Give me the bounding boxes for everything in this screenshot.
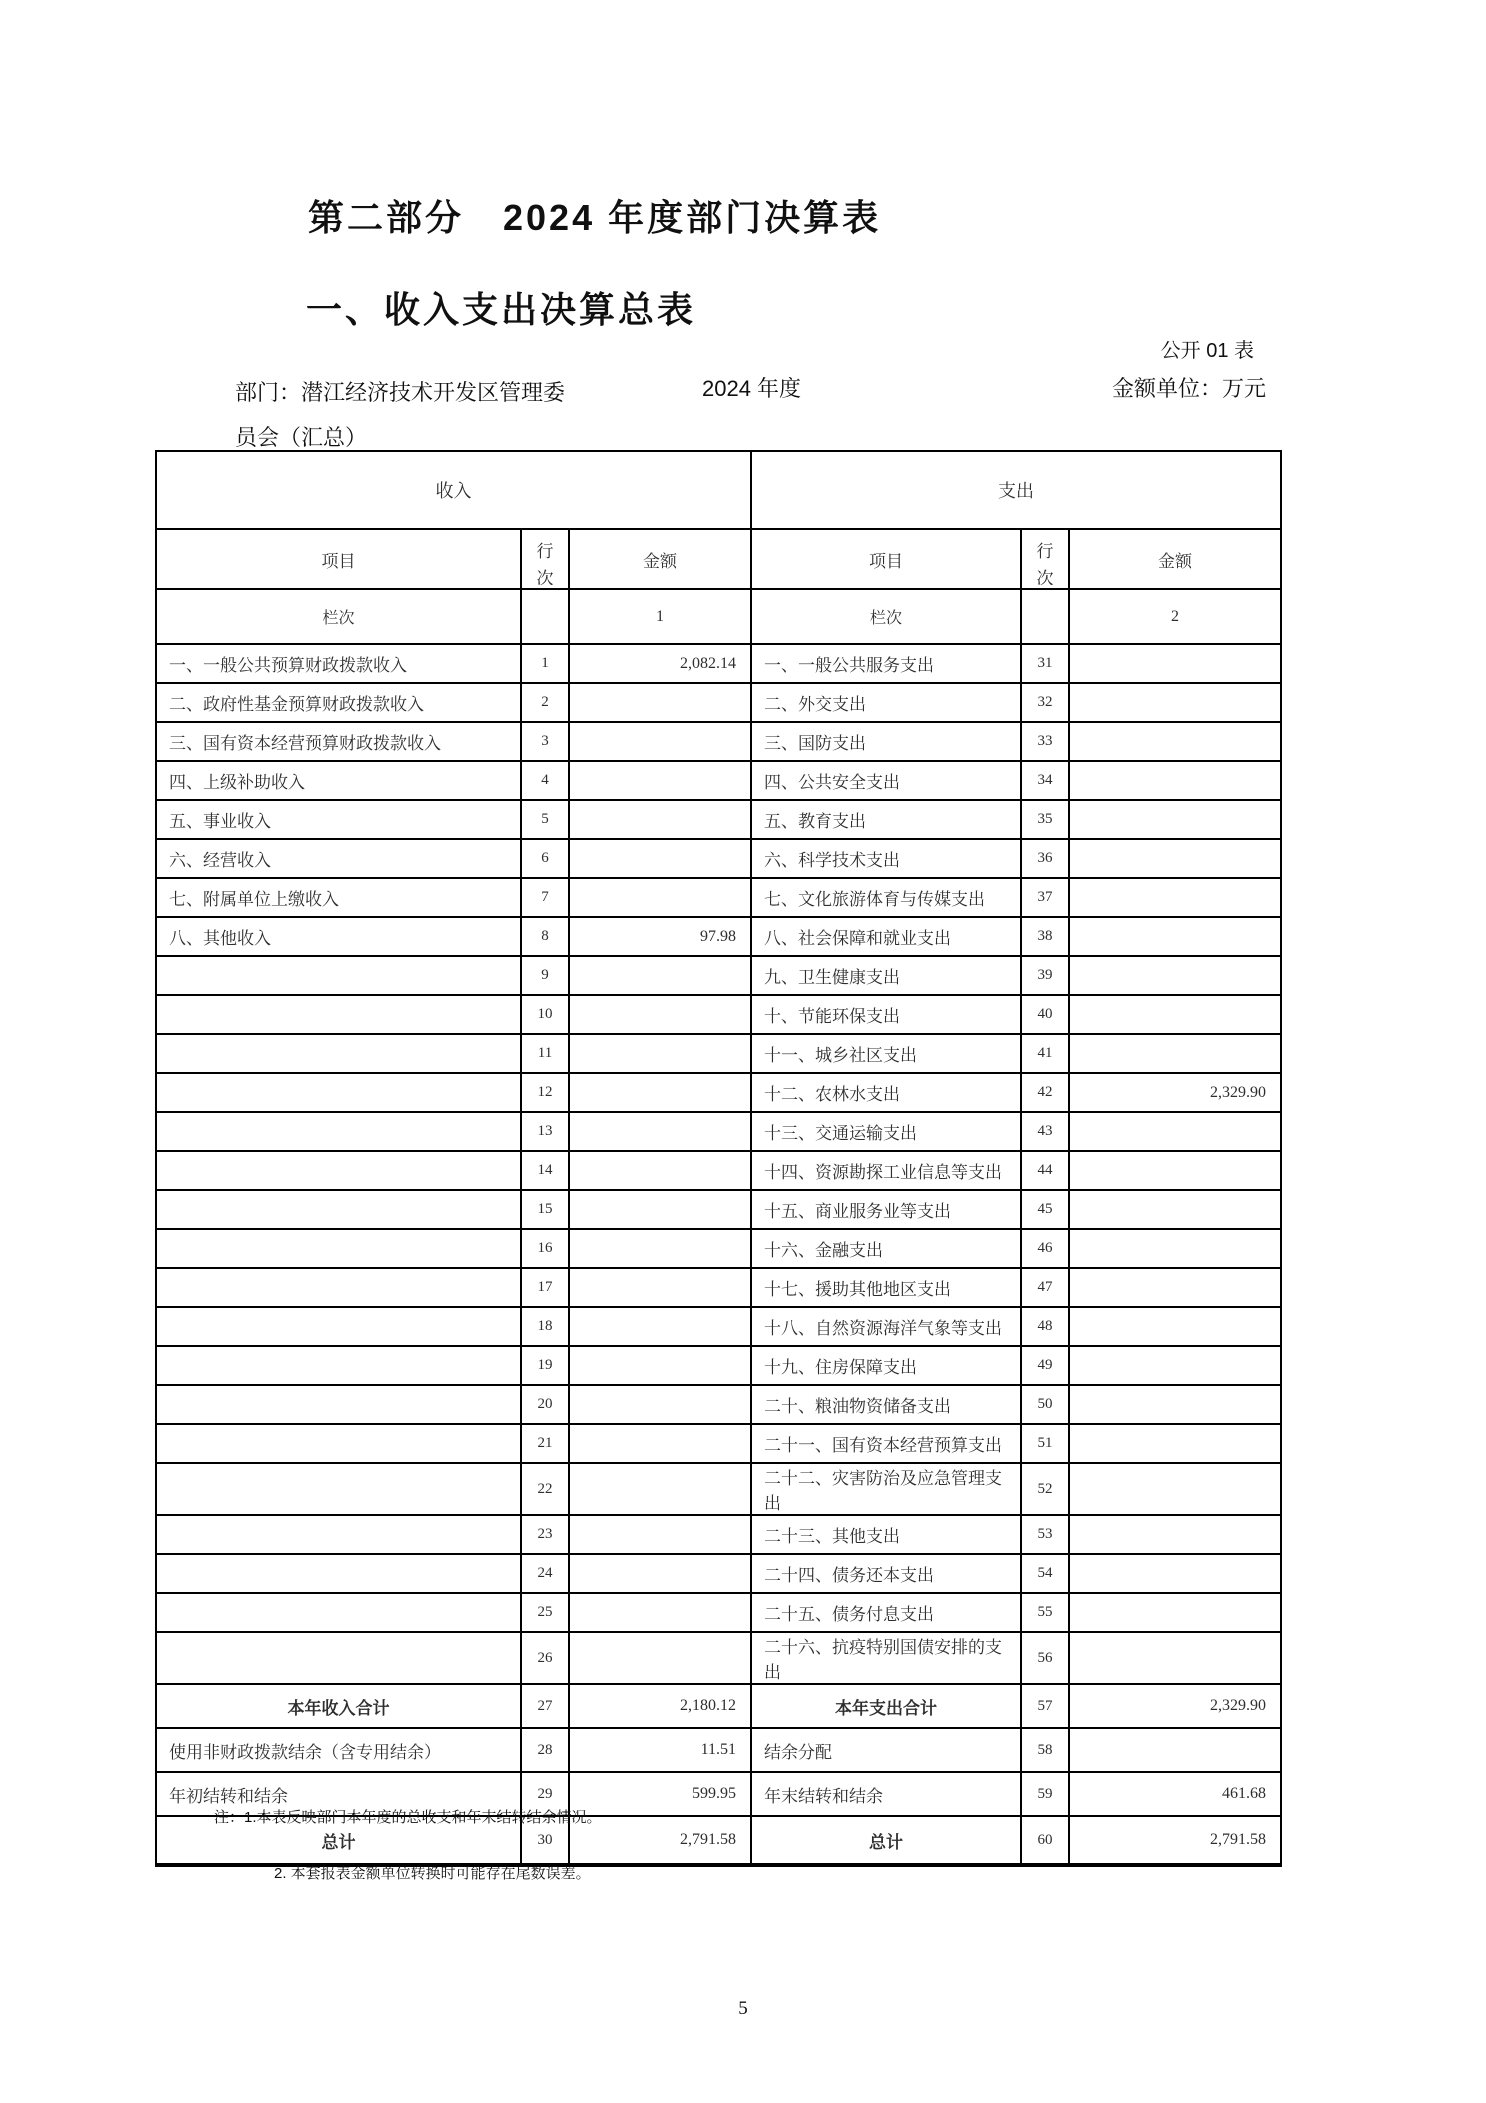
revenue-row-number: 12 xyxy=(521,1073,569,1112)
revenue-row-number: 3 xyxy=(521,722,569,761)
table-row xyxy=(156,1684,1281,1728)
expenditure-item: 十七、援助其他地区支出 xyxy=(751,1268,1021,1307)
expenditure-row-number: 45 xyxy=(1021,1190,1069,1229)
revenue-row-number: 11 xyxy=(521,1034,569,1073)
public-table-number: 公开 01 表 xyxy=(1160,340,1254,362)
revenue-item: 七、附属单位上缴收入 xyxy=(156,878,521,917)
revenue-row-number: 8 xyxy=(521,917,569,956)
expenditure-row-number: 39 xyxy=(1021,956,1069,995)
table-row xyxy=(156,1385,1281,1424)
revenue-amount: 2,082.14 xyxy=(569,644,751,683)
revenue-amount xyxy=(569,1190,751,1229)
expenditure-item: 结余分配 xyxy=(751,1728,1021,1772)
revenue-row-number: 30 xyxy=(521,1816,569,1865)
table-row xyxy=(156,1593,1281,1632)
expenditure-row-number: 40 xyxy=(1021,995,1069,1034)
expenditure-amount-column-header: 金额 xyxy=(1069,529,1281,589)
table-row xyxy=(156,1268,1281,1307)
expenditure-item: 二十四、债务还本支出 xyxy=(751,1554,1021,1593)
expenditure-amount xyxy=(1069,1463,1281,1515)
table-row xyxy=(156,1151,1281,1190)
expenditure-row-number: 31 xyxy=(1021,644,1069,683)
revenue-amount xyxy=(569,1385,751,1424)
expenditure-item: 十六、金融支出 xyxy=(751,1229,1021,1268)
empty-cell xyxy=(521,589,569,644)
expenditure-amount xyxy=(1069,1307,1281,1346)
revenue-item: 四、上级补助收入 xyxy=(156,761,521,800)
expenditure-row-number: 58 xyxy=(1021,1728,1069,1772)
expenditure-item: 十、节能环保支出 xyxy=(751,995,1021,1034)
revenue-amount xyxy=(569,1112,751,1151)
revenue-item xyxy=(156,1593,521,1632)
expenditure-amount xyxy=(1069,1190,1281,1229)
expenditure-row-number: 56 xyxy=(1021,1632,1069,1684)
expenditure-row-number: 52 xyxy=(1021,1463,1069,1515)
revenue-row-number: 9 xyxy=(521,956,569,995)
note-line-1: 注：1.本表反映部门本年度的总收支和年末结转结余情况。 xyxy=(214,1809,602,1826)
expenditure-amount xyxy=(1069,1632,1281,1684)
expenditure-item: 二十二、灾害防治及应急管理支出 xyxy=(751,1463,1021,1515)
expenditure-row-number: 48 xyxy=(1021,1307,1069,1346)
expenditure-item: 年末结转和结余 xyxy=(751,1772,1021,1816)
expenditure-row-number: 44 xyxy=(1021,1151,1069,1190)
revenue-amount xyxy=(569,839,751,878)
department-line2: 员会（汇总） xyxy=(235,425,368,450)
revenue-row-number: 16 xyxy=(521,1229,569,1268)
revenue-item xyxy=(156,995,521,1034)
expenditure-amount xyxy=(1069,878,1281,917)
table-row xyxy=(156,1424,1281,1463)
rowno-header-char-top: 行 xyxy=(536,542,554,561)
expenditure-row-number: 51 xyxy=(1021,1424,1069,1463)
note-line-2: 2. 本套报表金额单位转换时可能存在尾数误差。 xyxy=(274,1865,591,1882)
fiscal-year-label: 2024 年度 xyxy=(702,376,802,401)
revenue-amount xyxy=(569,1593,751,1632)
expenditure-amount: 461.68 xyxy=(1069,1772,1281,1816)
revenue-amount: 2,180.12 xyxy=(569,1684,751,1728)
expenditure-item: 三、国防支出 xyxy=(751,722,1021,761)
group-header-row xyxy=(156,451,1281,529)
revenue-item xyxy=(156,1385,521,1424)
revenue-row-number: 26 xyxy=(521,1632,569,1684)
table-row xyxy=(156,995,1281,1034)
table-row xyxy=(156,1073,1281,1112)
revenue-amount xyxy=(569,1632,751,1684)
revenue-amount: 599.95 xyxy=(569,1772,751,1816)
revenue-amount xyxy=(569,1034,751,1073)
revenue-amount xyxy=(569,683,751,722)
revenue-amount xyxy=(569,956,751,995)
revenue-group-header: 收入 xyxy=(156,451,751,529)
expenditure-row-number: 38 xyxy=(1021,917,1069,956)
revenue-column-index: 1 xyxy=(569,589,751,644)
expenditure-lanci-label: 栏次 xyxy=(751,589,1021,644)
revenue-amount xyxy=(569,761,751,800)
expenditure-item: 九、卫生健康支出 xyxy=(751,956,1021,995)
revenue-row-number: 17 xyxy=(521,1268,569,1307)
revenue-amount xyxy=(569,800,751,839)
expenditure-amount xyxy=(1069,722,1281,761)
part-title: 第二部分 2024 年度部门决算表 xyxy=(308,197,882,238)
revenue-amount xyxy=(569,1229,751,1268)
expenditure-item-column-header: 项目 xyxy=(751,529,1021,589)
revenue-item: 二、政府性基金预算财政拨款收入 xyxy=(156,683,521,722)
expenditure-row-number: 55 xyxy=(1021,1593,1069,1632)
revenue-amount: 97.98 xyxy=(569,917,751,956)
expenditure-row-number: 54 xyxy=(1021,1554,1069,1593)
revenue-item xyxy=(156,956,521,995)
revenue-row-number: 28 xyxy=(521,1728,569,1772)
revenue-item: 八、其他收入 xyxy=(156,917,521,956)
revenue-amount xyxy=(569,1268,751,1307)
expenditure-rowno-column-header xyxy=(1021,529,1069,589)
expenditure-group-header: 支出 xyxy=(751,451,1281,529)
page-number: 5 xyxy=(738,1998,748,2019)
revenue-item xyxy=(156,1554,521,1593)
revenue-row-number: 21 xyxy=(521,1424,569,1463)
section-title: 一、收入支出决算总表 xyxy=(306,289,697,330)
expenditure-item: 六、科学技术支出 xyxy=(751,839,1021,878)
revenue-item xyxy=(156,1632,521,1684)
revenue-item xyxy=(156,1268,521,1307)
revenue-item xyxy=(156,1515,521,1554)
expenditure-row-number: 42 xyxy=(1021,1073,1069,1112)
revenue-item: 本年收入合计 xyxy=(156,1684,521,1728)
revenue-row-number: 23 xyxy=(521,1515,569,1554)
rowno-header-char-bottom: 次 xyxy=(536,569,554,585)
expenditure-item: 十八、自然资源海洋气象等支出 xyxy=(751,1307,1021,1346)
revenue-item xyxy=(156,1034,521,1073)
revenue-row-number: 29 xyxy=(521,1772,569,1816)
expenditure-item: 总计 xyxy=(751,1816,1021,1865)
expenditure-item: 七、文化旅游体育与传媒支出 xyxy=(751,878,1021,917)
table-row xyxy=(156,800,1281,839)
revenue-row-number: 5 xyxy=(521,800,569,839)
revenue-lanci-label: 栏次 xyxy=(156,589,521,644)
expenditure-amount: 2,329.90 xyxy=(1069,1073,1281,1112)
expenditure-amount xyxy=(1069,956,1281,995)
expenditure-row-number: 37 xyxy=(1021,878,1069,917)
expenditure-row-number: 34 xyxy=(1021,761,1069,800)
expenditure-amount xyxy=(1069,1346,1281,1385)
revenue-row-number: 2 xyxy=(521,683,569,722)
expenditure-row-number: 47 xyxy=(1021,1268,1069,1307)
table-row xyxy=(156,683,1281,722)
expenditure-amount xyxy=(1069,1229,1281,1268)
expenditure-column-index: 2 xyxy=(1069,589,1281,644)
table-row xyxy=(156,917,1281,956)
expenditure-amount xyxy=(1069,1385,1281,1424)
table-row xyxy=(156,722,1281,761)
expenditure-item: 十五、商业服务业等支出 xyxy=(751,1190,1021,1229)
expenditure-amount xyxy=(1069,1424,1281,1463)
expenditure-amount xyxy=(1069,644,1281,683)
table-row xyxy=(156,1554,1281,1593)
table-row xyxy=(156,1728,1281,1772)
revenue-row-number: 18 xyxy=(521,1307,569,1346)
rowno-header-char-bottom: 次 xyxy=(1036,569,1054,585)
revenue-row-number: 19 xyxy=(521,1346,569,1385)
column-header-row xyxy=(156,529,1281,589)
expenditure-row-number: 57 xyxy=(1021,1684,1069,1728)
expenditure-row-number: 60 xyxy=(1021,1816,1069,1865)
revenue-row-number: 27 xyxy=(521,1684,569,1728)
expenditure-item: 本年支出合计 xyxy=(751,1684,1021,1728)
expenditure-row-number: 41 xyxy=(1021,1034,1069,1073)
column-index-row xyxy=(156,589,1281,644)
expenditure-row-number: 59 xyxy=(1021,1772,1069,1816)
rowno-header-text xyxy=(523,533,567,585)
revenue-item xyxy=(156,1424,521,1463)
expenditure-amount xyxy=(1069,1593,1281,1632)
revenue-expenditure-summary-table xyxy=(155,450,1282,1867)
revenue-row-number: 13 xyxy=(521,1112,569,1151)
table-row xyxy=(156,1346,1281,1385)
table-body xyxy=(156,644,1281,1865)
expenditure-item: 十二、农林水支出 xyxy=(751,1073,1021,1112)
revenue-amount xyxy=(569,1424,751,1463)
revenue-item xyxy=(156,1151,521,1190)
empty-cell xyxy=(1021,589,1069,644)
expenditure-amount xyxy=(1069,761,1281,800)
revenue-row-number: 25 xyxy=(521,1593,569,1632)
expenditure-amount xyxy=(1069,1034,1281,1073)
expenditure-item: 五、教育支出 xyxy=(751,800,1021,839)
revenue-row-number: 6 xyxy=(521,839,569,878)
revenue-item xyxy=(156,1112,521,1151)
table-row xyxy=(156,1112,1281,1151)
revenue-amount xyxy=(569,722,751,761)
revenue-amount-column-header: 金额 xyxy=(569,529,751,589)
rowno-header-text xyxy=(1023,533,1067,585)
expenditure-amount xyxy=(1069,995,1281,1034)
table-row xyxy=(156,761,1281,800)
revenue-item xyxy=(156,1229,521,1268)
revenue-row-number: 15 xyxy=(521,1190,569,1229)
revenue-row-number: 10 xyxy=(521,995,569,1034)
revenue-amount xyxy=(569,1346,751,1385)
revenue-row-number: 24 xyxy=(521,1554,569,1593)
revenue-amount xyxy=(569,1151,751,1190)
expenditure-amount: 2,791.58 xyxy=(1069,1816,1281,1865)
revenue-amount xyxy=(569,1307,751,1346)
expenditure-item: 一、一般公共服务支出 xyxy=(751,644,1021,683)
revenue-amount xyxy=(569,995,751,1034)
expenditure-row-number: 36 xyxy=(1021,839,1069,878)
table-row xyxy=(156,1190,1281,1229)
revenue-amount: 2,791.58 xyxy=(569,1816,751,1865)
revenue-amount xyxy=(569,878,751,917)
expenditure-amount xyxy=(1069,1112,1281,1151)
revenue-amount: 11.51 xyxy=(569,1728,751,1772)
revenue-row-number: 22 xyxy=(521,1463,569,1515)
table-row xyxy=(156,1034,1281,1073)
expenditure-item: 二、外交支出 xyxy=(751,683,1021,722)
revenue-item: 三、国有资本经营预算财政拨款收入 xyxy=(156,722,521,761)
expenditure-item: 二十、粮油物资储备支出 xyxy=(751,1385,1021,1424)
expenditure-row-number: 32 xyxy=(1021,683,1069,722)
amount-unit-label: 金额单位：万元 xyxy=(1111,376,1266,401)
table-row xyxy=(156,878,1281,917)
revenue-item xyxy=(156,1307,521,1346)
expenditure-amount xyxy=(1069,1554,1281,1593)
revenue-amount xyxy=(569,1554,751,1593)
revenue-row-number: 1 xyxy=(521,644,569,683)
revenue-item xyxy=(156,1073,521,1112)
expenditure-row-number: 35 xyxy=(1021,800,1069,839)
expenditure-row-number: 49 xyxy=(1021,1346,1069,1385)
expenditure-amount xyxy=(1069,683,1281,722)
expenditure-item: 二十三、其他支出 xyxy=(751,1515,1021,1554)
expenditure-item: 十三、交通运输支出 xyxy=(751,1112,1021,1151)
expenditure-amount xyxy=(1069,839,1281,878)
revenue-item xyxy=(156,1346,521,1385)
table-row xyxy=(156,1307,1281,1346)
revenue-item xyxy=(156,1463,521,1515)
revenue-row-number: 7 xyxy=(521,878,569,917)
revenue-amount xyxy=(569,1463,751,1515)
table-row xyxy=(156,1515,1281,1554)
revenue-item xyxy=(156,1190,521,1229)
table-row xyxy=(156,956,1281,995)
department-label xyxy=(235,370,715,460)
expenditure-item: 二十六、抗疫特别国债安排的支出 xyxy=(751,1632,1021,1684)
revenue-item: 总计 xyxy=(156,1816,521,1865)
expenditure-row-number: 43 xyxy=(1021,1112,1069,1151)
expenditure-row-number: 50 xyxy=(1021,1385,1069,1424)
table-row xyxy=(156,644,1281,683)
department-line1: 部门：潜江经济技术开发区管理委 xyxy=(235,380,566,405)
expenditure-item: 四、公共安全支出 xyxy=(751,761,1021,800)
expenditure-amount: 2,329.90 xyxy=(1069,1684,1281,1728)
expenditure-amount xyxy=(1069,800,1281,839)
rowno-header-char-top: 行 xyxy=(1036,542,1054,561)
expenditure-amount xyxy=(1069,917,1281,956)
expenditure-item: 十九、住房保障支出 xyxy=(751,1346,1021,1385)
table-row xyxy=(156,1463,1281,1515)
expenditure-amount xyxy=(1069,1151,1281,1190)
revenue-item: 使用非财政拨款结余（含专用结余） xyxy=(156,1728,521,1772)
revenue-row-number: 4 xyxy=(521,761,569,800)
expenditure-row-number: 46 xyxy=(1021,1229,1069,1268)
revenue-item: 年初结转和结余 xyxy=(156,1772,521,1816)
table-row xyxy=(156,1632,1281,1684)
expenditure-amount xyxy=(1069,1728,1281,1772)
revenue-row-number: 20 xyxy=(521,1385,569,1424)
revenue-item-column-header: 项目 xyxy=(156,529,521,589)
revenue-item: 五、事业收入 xyxy=(156,800,521,839)
revenue-amount xyxy=(569,1515,751,1554)
expenditure-item: 八、社会保障和就业支出 xyxy=(751,917,1021,956)
table-row xyxy=(156,839,1281,878)
expenditure-item: 二十五、债务付息支出 xyxy=(751,1593,1021,1632)
expenditure-row-number: 53 xyxy=(1021,1515,1069,1554)
revenue-item: 一、一般公共预算财政拨款收入 xyxy=(156,644,521,683)
expenditure-item: 十一、城乡社区支出 xyxy=(751,1034,1021,1073)
revenue-item: 六、经营收入 xyxy=(156,839,521,878)
revenue-row-number: 14 xyxy=(521,1151,569,1190)
revenue-amount xyxy=(569,1073,751,1112)
expenditure-item: 十四、资源勘探工业信息等支出 xyxy=(751,1151,1021,1190)
expenditure-item: 二十一、国有资本经营预算支出 xyxy=(751,1424,1021,1463)
expenditure-amount xyxy=(1069,1268,1281,1307)
revenue-rowno-column-header xyxy=(521,529,569,589)
expenditure-amount xyxy=(1069,1515,1281,1554)
expenditure-row-number: 33 xyxy=(1021,722,1069,761)
table-row xyxy=(156,1229,1281,1268)
